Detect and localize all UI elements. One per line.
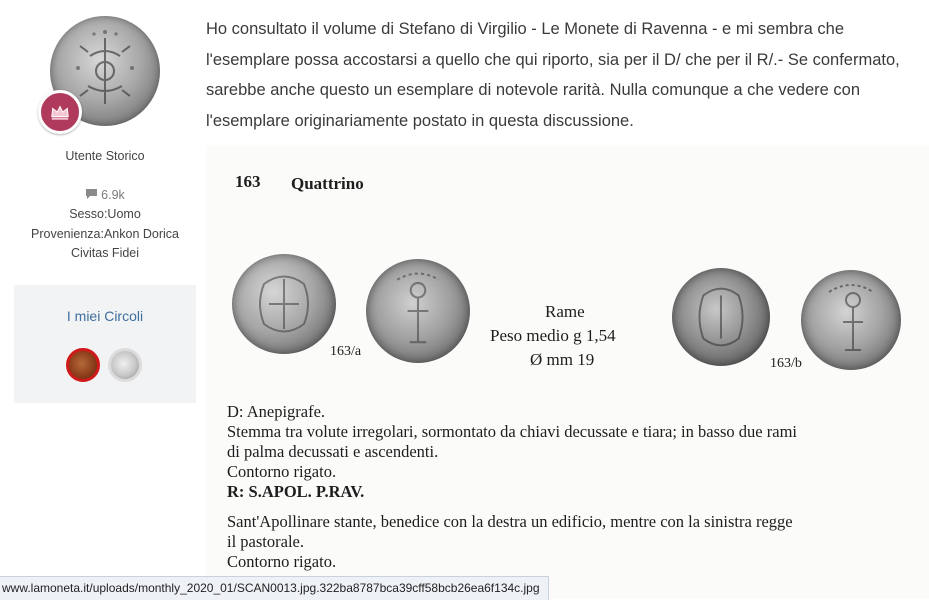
my-circles-panel <box>14 285 196 403</box>
description-line: Sant'Apollinare stante, benedice con la destra un edificio, mentre con la sinistra regge <box>227 512 793 531</box>
description-line: il pastorale. <box>227 532 304 551</box>
post-count <box>0 188 210 203</box>
crown-icon <box>49 101 71 123</box>
rank-badge <box>38 90 82 134</box>
user-title: Utente Storico <box>65 149 145 163</box>
post-count-value: 6.9k <box>101 188 125 202</box>
profile-field-origin-cont: Civitas Fidei <box>70 246 140 260</box>
comment-icon <box>85 188 98 203</box>
author-column <box>0 0 210 599</box>
description-line: R: S.APOL. P.RAV. <box>227 482 365 501</box>
coin-reverse-a-icon <box>366 259 470 363</box>
catalog-number: 163 <box>235 172 261 191</box>
coin-obverse-b <box>672 268 770 366</box>
coin-metal: Rame <box>545 302 585 321</box>
my-circles-title[interactable]: I miei Circoli <box>66 308 144 324</box>
coin-obverse-b-icon <box>672 268 770 366</box>
coin-obverse-a <box>232 254 336 354</box>
circle-badge-2[interactable] <box>108 348 142 382</box>
profile-field-sex: Sesso:Uomo <box>69 207 141 221</box>
coin-label-b: 163/b <box>770 356 802 371</box>
coin-obverse-a-icon <box>232 254 336 354</box>
description-line: Contorno rigato. <box>227 462 337 481</box>
description-line: Contorno rigato. <box>227 552 337 571</box>
coin-label-a: 163/a <box>330 344 362 359</box>
coin-reverse-b <box>801 270 901 370</box>
catalog-coin-name: Quattrino <box>291 174 364 193</box>
description-line: di palma decussati e ascendenti. <box>227 442 439 461</box>
description-line: Stemma tra volute irregolari, sormontato da chiavi decussate e tiara; in basso due rami <box>227 422 797 441</box>
profile-field-origin: Provenienza:Ankon Dorica <box>31 227 179 241</box>
circle-badge-1[interactable] <box>66 348 100 382</box>
post-body: Ho consultato il volume di Stefano di Virgilio - Le Monete di Ravenna - e mi sembra che l'esemplare possa accostarsi a quello che qui riporto, sia per il D/ che per il R/.- Se confermato, sarebbe anche questo un esemplare di notevole rarità. Nulla comunque a che vedere con l'esemplare originariamente postato in questa discussione. <box>206 20 900 130</box>
coin-diameter: Ø mm 19 <box>530 350 595 369</box>
description-line: D: Anepigrafe. <box>227 402 326 421</box>
status-bar-url: www.lamoneta.it/uploads/monthly_2020_01/SCAN0013.jpg.322ba8787bca39cff58bcb26ea6f134c.jpg <box>0 576 549 600</box>
catalog-scan-image[interactable] <box>206 146 929 599</box>
coin-reverse-b-icon <box>801 270 901 370</box>
coin-reverse-a <box>366 259 470 363</box>
coin-weight: Peso medio g 1,54 <box>490 326 616 345</box>
